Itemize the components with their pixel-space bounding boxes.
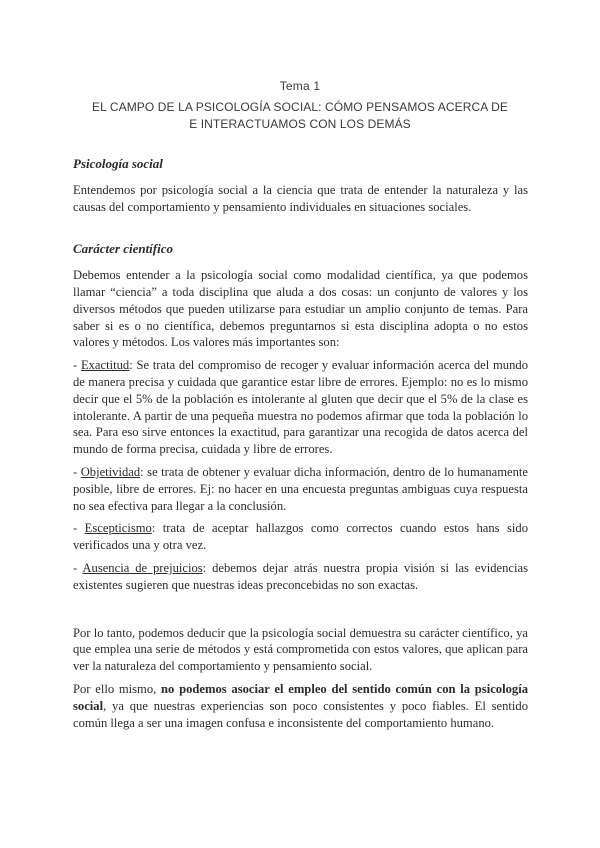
value-dash: - (73, 521, 85, 536)
value-term: Objetividad (80, 464, 141, 479)
value-text: : se trata de obtener y evaluar dicha información, dentro de lo humanamente posible, libre de errores. Ej: no hacer en una encuesta preguntas ambiguas cuya respuesta no sea efectiva para llegar a la conclusión. (73, 464, 529, 513)
page-title (80, 99, 520, 133)
value-item-ausencia-de-prejuicios (73, 560, 528, 594)
common-sense-end: , ya que nuestras experiencias son poco consistentes y poco fiables. El sentido común llega a ser una imagen confusa e inconsistente del comportamiento humano. (73, 698, 528, 730)
value-item-objetividad (73, 464, 528, 514)
definition-paragraph: Entendemos por psicología social a la ciencia que trata de entender la naturaleza y las causas del comportamiento y pensamiento individuales en situaciones sociales. (73, 182, 528, 214)
page-title-line-1: EL CAMPO DE LA PSICOLOGÍA SOCIAL: CÓMO PENSAMOS ACERCA DE (91, 100, 509, 114)
intro-paragraph: Debemos entender a la psicología social como modalidad científica, ya que podemos llamar “ciencia” a toda disciplina que aluda a dos cosas: un conjunto de valores y los diversos métodos que pueden utilizarse para estudiar un amplio conjunto de temas. Para saber si es o no científica, debemos preguntarnos si esta disciplina adopta o no estos valores y métodos. Los valores más importantes son: (73, 268, 528, 350)
section-heading-caracter-cientifico: Carácter científico (73, 241, 174, 257)
value-text: : Se trata del compromiso de recoger y evaluar información acerca del mundo de manera precisa y cuidada que garantice estar libre de errores. Ejemplo: no es lo mismo decir que el 5% de la población es intolerante al gluten que decir que el 5% de la clase es intolerante. A partir de una pequeña muestra no podemos afirmar que toda la población lo sea. Para eso sirve entonces la exactitud, para garantizar una recogida de datos acerca del mundo de forma precisa, cuidada y libre de errores. (73, 358, 528, 457)
value-term: Exactitud (80, 358, 130, 373)
common-sense-paragraph (73, 681, 528, 731)
value-term: Escepticismo (84, 521, 152, 536)
value-text: : trata de aceptar hallazgos como correctos cuando estos hans sido verificados una y otra vez. (73, 521, 528, 553)
value-dash: - (73, 464, 81, 479)
value-dash: - (73, 560, 83, 575)
page-title-line-2: E INTERACTUAMOS CON LOS DEMÁS (189, 117, 411, 131)
common-sense-start: Por ello mismo, (73, 681, 162, 696)
common-sense-emphasis: no podemos asociar el empleo del sentido común con la psicología social (73, 681, 528, 713)
value-dash: - (73, 358, 81, 373)
topic-label: Tema 1 (279, 79, 321, 93)
value-term: Ausencia de prejuicios (82, 560, 203, 575)
document-body (73, 156, 528, 731)
value-item-escepticismo (73, 520, 528, 554)
conclusion-paragraph: Por lo tanto, podemos deducir que la psicología social demuestra su carácter científico, ya que emplea una serie de métodos y está comprometida con estos valores, que aplican para ver la naturaleza del comportamiento y pensamiento social. (73, 625, 528, 674)
value-text: : debemos dejar atrás nuestra propia visión si las evidencias existentes sugieren que nuestras ideas preconcebidas no son exactas. (73, 560, 528, 592)
value-item-exactitud (73, 357, 528, 458)
section-heading-psicologia-social: Psicología social (73, 156, 163, 171)
